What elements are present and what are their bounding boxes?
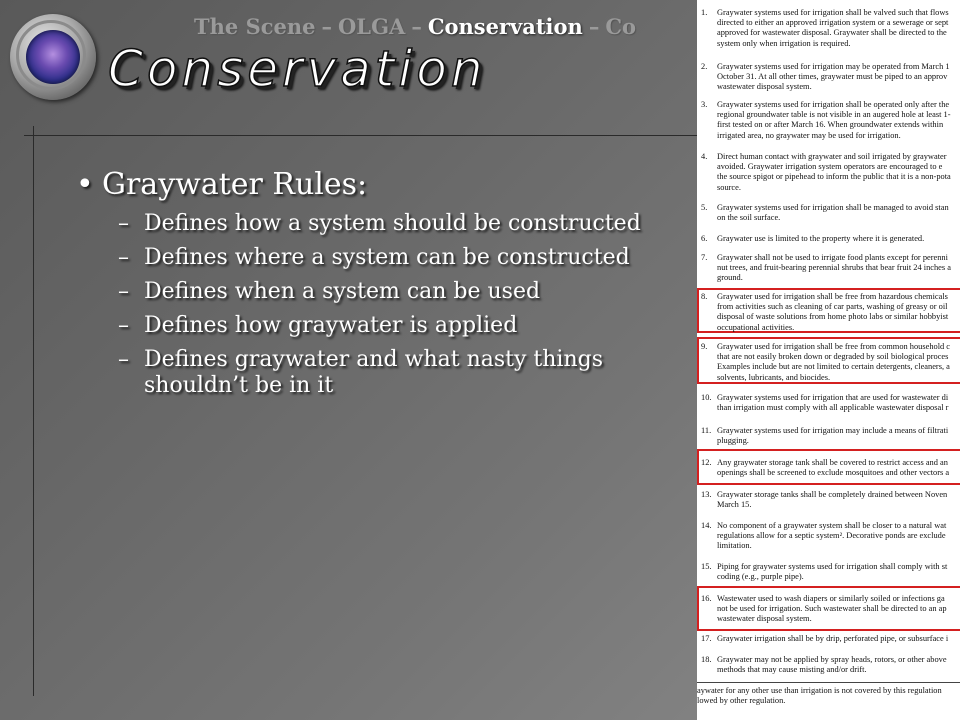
rule-number: 1.: [701, 8, 708, 17]
dash-glyph: –: [118, 313, 129, 338]
rule-text: Graywater systems used for irrigation may include a means of filtrati plugging.: [717, 426, 949, 446]
breadcrumb-item-next[interactable]: Co: [605, 14, 637, 39]
sub-item-list: [76, 211, 696, 399]
rule-number: 15.: [701, 562, 712, 571]
bullet-text: Graywater Rules:: [102, 167, 368, 202]
rule-9: [701, 342, 960, 383]
rule-8: [701, 292, 960, 333]
rule-number: 3.: [701, 100, 708, 109]
vertical-divider: [33, 126, 34, 696]
breadcrumb-separator: –: [588, 14, 600, 39]
rule-4: [701, 152, 960, 193]
rule-text: Direct human contact with graywater and soil irrigated by graywater avoided. Graywater irrigation system operators are encouraged to e the source spigot or pipehead to inform the public that it is a non-pota source.: [717, 152, 951, 192]
rule-number: 8.: [701, 292, 708, 301]
bullet-item: [76, 165, 696, 205]
rule-text: Graywater shall not be used to irrigate food plants except for perenni nut trees, and fruit-bearing perennial shrubs that bear fruit 24 inches a ground.: [717, 253, 951, 283]
breadcrumb-item-the-scene[interactable]: The Scene: [194, 14, 316, 39]
document-divider: [697, 682, 960, 683]
rule-text: Graywater used for irrigation shall be free from common household c that are not easily broken down or degraded by soil biological proces Examples include but are not limited to certain detergents, cleaners, a solvents, lubricants, and biocides.: [717, 342, 951, 382]
rule-17: [701, 634, 960, 644]
rule-text: Piping for graywater systems used for irrigation shall comply with st coding (e.g., purple pipe).: [717, 562, 948, 582]
rule-12: [701, 458, 960, 478]
rule-text: Graywater systems used for irrigation may be operated from March 1 October 31. At all other times, graywater must be piped to an approv wastewater disposal system.: [717, 62, 950, 92]
sub-item: [118, 279, 696, 305]
rule-number: 16.: [701, 594, 712, 603]
rule-number: 10.: [701, 393, 712, 402]
rule-7: [701, 253, 960, 284]
sub-item-text: Defines how a system should be constructed: [144, 211, 641, 236]
breadcrumb-item-conservation[interactable]: Conservation: [427, 14, 583, 39]
bullet-glyph: •: [76, 167, 94, 202]
rule-3: [701, 100, 960, 141]
sub-item-text: Defines graywater and what nasty things shouldn’t be in it: [144, 347, 604, 398]
rule-number: 18.: [701, 655, 712, 664]
dash-glyph: –: [118, 347, 129, 372]
rule-text: Graywater used for irrigation shall be free from hazardous chemicals from activities such as cleaning of car parts, washing of greasy or oil disposal of waste solutions from home photo labs or similar hobbyist occupational activities.: [717, 292, 949, 332]
dash-glyph: –: [118, 279, 129, 304]
rule-6: [701, 234, 960, 244]
olga-logo: [10, 14, 96, 100]
rule-2: [701, 62, 960, 93]
rule-number: 17.: [701, 634, 712, 643]
rule-5: [701, 203, 960, 223]
breadcrumb-separator: –: [411, 14, 422, 39]
rule-text: Graywater use is limited to the property where it is generated.: [717, 234, 925, 243]
rule-number: 5.: [701, 203, 708, 212]
rule-text: Any graywater storage tank shall be covered to restrict access and an openings shall be screened to exclude mosquitoes and other vectors a: [717, 458, 950, 478]
dash-glyph: –: [118, 211, 129, 236]
slide-content: [76, 165, 696, 407]
sub-item: [118, 347, 696, 399]
breadcrumb-separator: –: [321, 14, 333, 39]
rule-text: Graywater may not be applied by spray heads, rotors, or other above methods that may cause misting and/or drift.: [717, 655, 947, 675]
sub-item-text: Defines how graywater is applied: [144, 313, 518, 338]
rule-10: [701, 393, 960, 413]
rule-number: 2.: [701, 62, 708, 71]
page-title: Conservation: [108, 40, 487, 98]
sub-item: [118, 245, 696, 271]
rule-number: 14.: [701, 521, 712, 530]
rule-15: [701, 562, 960, 582]
rule-number: 9.: [701, 342, 708, 351]
sub-item-text: Defines when a system can be used: [144, 279, 541, 304]
rule-number: 13.: [701, 490, 712, 499]
rule-text: Graywater systems used for irrigation shall be managed to avoid stan on the soil surface.: [717, 203, 949, 223]
rule-13: [701, 490, 960, 510]
dash-glyph: –: [118, 245, 129, 270]
breadcrumb: [194, 14, 636, 39]
rule-18: [701, 655, 960, 675]
rule-text: Graywater systems used for irrigation shall be operated only after the regional groundwater table is not visible in an augered hole at least 1- first tested on or after March 16. When groundwater extends within irrigated area, no graywater may be used for irrigation.: [717, 100, 951, 140]
rule-16: [701, 594, 960, 625]
rule-14: [701, 521, 960, 552]
sub-item: [118, 313, 696, 339]
breadcrumb-item-olga[interactable]: OLGA: [338, 14, 406, 39]
sub-item: [118, 211, 696, 237]
rule-number: 7.: [701, 253, 708, 262]
logo-emblem: [26, 30, 80, 84]
rule-number: 6.: [701, 234, 708, 243]
rule-1: [701, 8, 960, 49]
rule-text: Graywater systems used for irrigation shall be valved such that flows directed to either an approved irrigation system or a sewerage or sept approved for wastewater disposal. Graywater shall be directed to the system only when irrigation is required.: [717, 8, 949, 48]
rule-text: No component of a graywater system shall be closer to a natural wat regulations allow for a septic system². Decorative ponds are exclude limitation.: [717, 521, 947, 551]
document-footnote: aywater for any other use than irrigation is not covered by this regulation lowed by other regulation.: [697, 686, 942, 706]
rule-text: Graywater systems used for irrigation that are used for wastewater di than irrigation must comply with all applicable wastewater disposal r: [717, 393, 949, 413]
sub-item-text: Defines where a system can be constructed: [144, 245, 630, 270]
regulation-document-image: [697, 0, 960, 720]
rule-text: Wastewater used to wash diapers or similarly soiled or infections ga not be used for irrigation. Such wastewater shall be directed to an ap wastewater disposal system.: [717, 594, 947, 624]
rule-number: 4.: [701, 152, 708, 161]
rule-text: Graywater storage tanks shall be completely drained between Noven March 15.: [717, 490, 948, 510]
rule-number: 11.: [701, 426, 712, 435]
rule-number: 12.: [701, 458, 712, 467]
rule-11: [701, 426, 960, 446]
rule-text: Graywater irrigation shall be by drip, perforated pipe, or subsurface i: [717, 634, 949, 643]
